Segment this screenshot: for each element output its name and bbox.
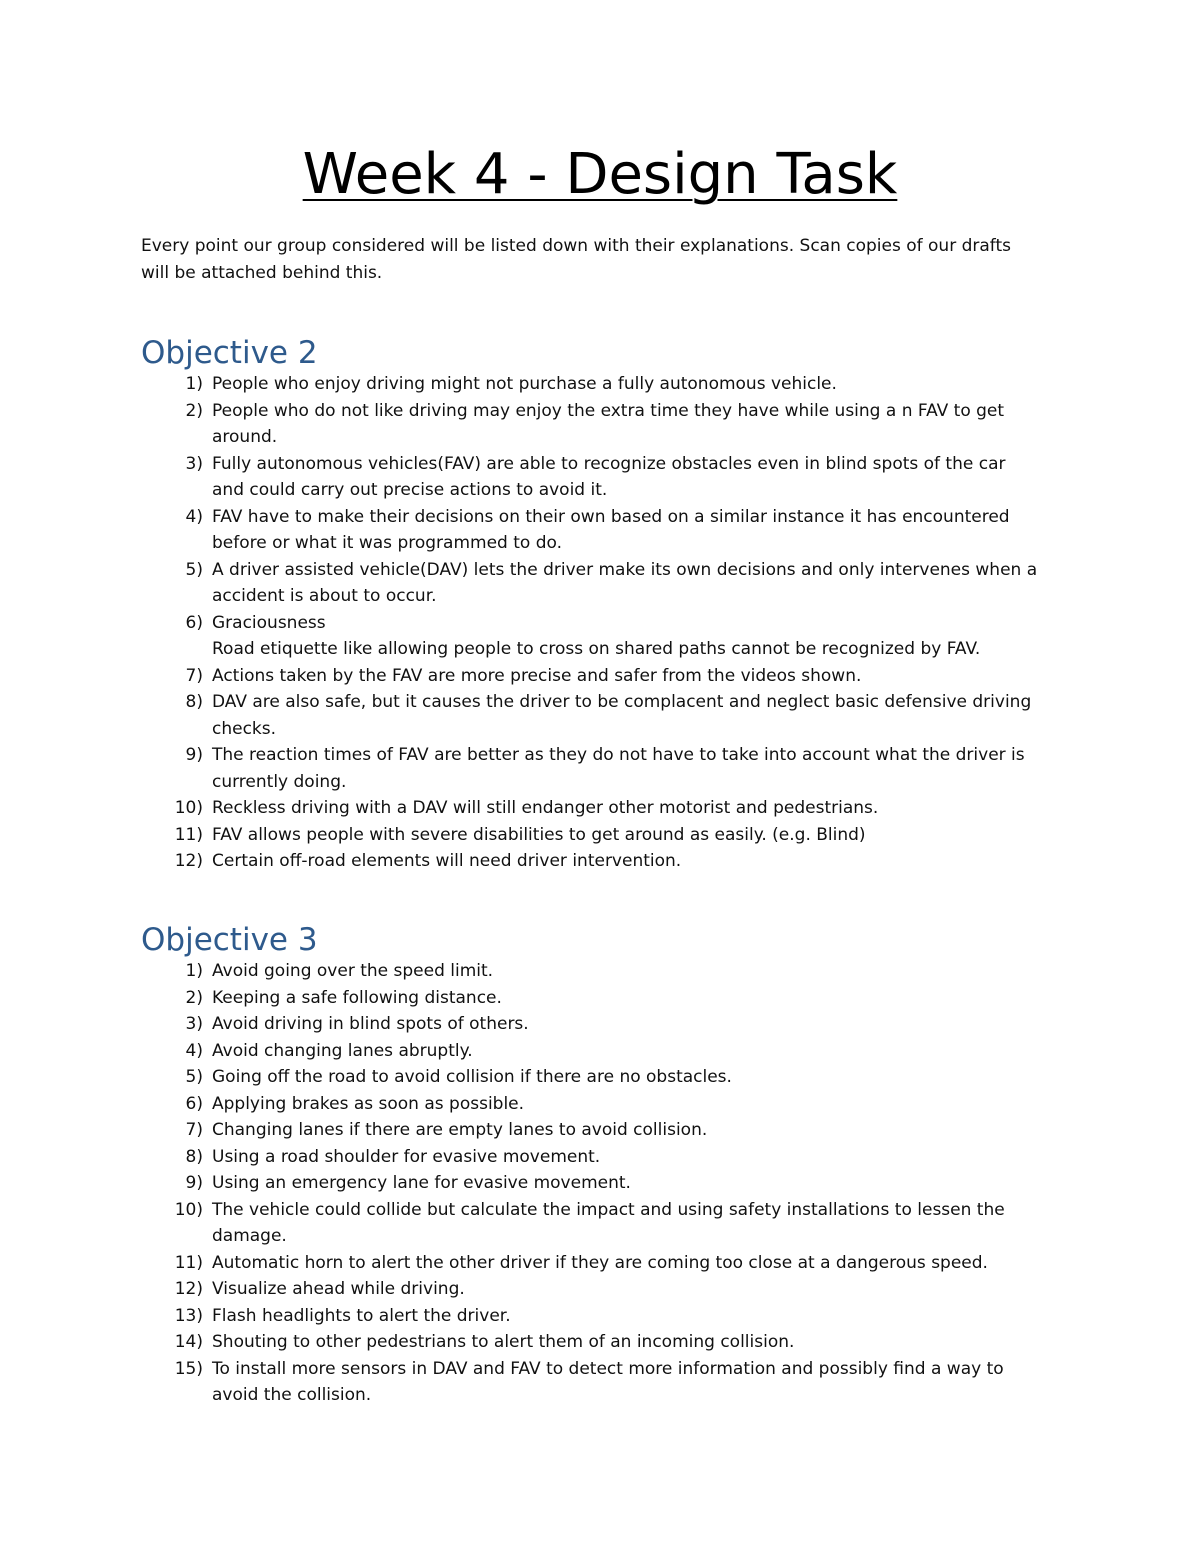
- list-item-text: Avoid changing lanes abruptly.: [212, 1040, 473, 1061]
- list-item: [141, 1329, 1052, 1356]
- list-item-text: Keeping a safe following distance.: [212, 987, 502, 1008]
- list-item-text: Shouting to other pedestrians to alert them of an incoming collision.: [212, 1332, 795, 1352]
- list-item-number: 6): [185, 612, 203, 633]
- intro-line: Every point our group considered will be listed down with their explanations. Scan copies of our drafts: [141, 236, 1012, 256]
- list-item-number: 7): [185, 1120, 203, 1140]
- list-item-number: 12): [174, 1279, 203, 1299]
- list-item-number: 15): [174, 1358, 203, 1379]
- list-item: [141, 1170, 1052, 1197]
- list-item-number: 6): [185, 1093, 203, 1114]
- list-item-number: 9): [185, 745, 203, 765]
- list-item: [141, 610, 1052, 663]
- list-item: [141, 1038, 1052, 1065]
- list-item: [141, 958, 1052, 985]
- list-item-text: currently doing.: [212, 771, 347, 792]
- list-item-number: 1): [185, 374, 203, 394]
- list-item: [141, 504, 1052, 557]
- list-item: [141, 557, 1052, 610]
- list-item-number: 3): [185, 453, 203, 474]
- list-item: [141, 848, 1052, 875]
- list-item: [141, 795, 1052, 822]
- list-item-number: 10): [174, 798, 203, 818]
- list-item-number: 9): [185, 1173, 203, 1193]
- list-item-number: 8): [185, 692, 203, 712]
- list-item-text: Changing lanes if there are empty lanes to avoid collision.: [212, 1120, 708, 1140]
- list-item-number: 11): [174, 824, 203, 845]
- list-item: [141, 1276, 1052, 1303]
- intro-paragraph: [141, 233, 1071, 286]
- list-item-text: damage.: [212, 1226, 287, 1246]
- list-item-text: Going off the road to avoid collision if there are no obstacles.: [212, 1067, 732, 1087]
- list-item-number: 4): [185, 506, 203, 527]
- list-item-text: DAV are also safe, but it causes the driver to be complacent and neglect basic defensive driving: [212, 692, 1032, 712]
- list-item-number: 13): [174, 1305, 203, 1326]
- list-item-text: accident is about to occur.: [212, 586, 437, 606]
- objective-3-list: [141, 958, 1052, 1409]
- list-item-text: Applying brakes as soon as possible.: [212, 1093, 525, 1114]
- list-item-number: 2): [185, 987, 203, 1008]
- list-item: [141, 742, 1052, 795]
- list-item-number: 2): [185, 400, 203, 421]
- list-item-number: 5): [185, 559, 203, 580]
- list-item-number: 1): [185, 961, 203, 981]
- list-item-text: People who do not like driving may enjoy the extra time they have while using a n FAV to get: [212, 400, 1005, 421]
- list-item: [141, 1250, 1052, 1277]
- section-heading-objective-2: Objective 2: [141, 335, 318, 371]
- list-item: [141, 1356, 1052, 1409]
- page-title: Week 4 - Design Task: [302, 142, 898, 207]
- list-item-text: Actions taken by the FAV are more precise and safer from the videos shown.: [212, 665, 862, 686]
- list-item-number: 5): [185, 1067, 203, 1087]
- list-item: [141, 1197, 1052, 1250]
- list-item-text: around.: [212, 427, 278, 447]
- list-item-text: avoid the collision.: [212, 1385, 372, 1405]
- list-item: [141, 689, 1052, 742]
- list-item: [141, 398, 1052, 451]
- list-item-text: Fully autonomous vehicles(FAV) are able to recognize obstacles even in blind spots of the car: [212, 453, 1006, 474]
- objective-2-list: [141, 371, 1052, 875]
- list-item-text: and could carry out precise actions to avoid it.: [212, 480, 608, 500]
- list-item-text: Certain off-road elements will need driver intervention.: [212, 851, 682, 871]
- list-item: [141, 1091, 1052, 1118]
- list-item-text: Automatic horn to alert the other driver if they are coming too close at a dangerous speed.: [212, 1252, 988, 1273]
- list-item-number: 12): [174, 851, 203, 871]
- list-item-text: checks.: [212, 718, 277, 739]
- list-item-text: Reckless driving with a DAV will still endanger other motorist and pedestrians.: [212, 798, 879, 818]
- list-item: [141, 822, 1052, 849]
- section-heading-objective-3: Objective 3: [141, 922, 318, 958]
- list-item: [141, 1011, 1052, 1038]
- list-item-number: 10): [174, 1199, 203, 1220]
- list-item: [141, 1144, 1052, 1171]
- list-item-text: Avoid driving in blind spots of others.: [212, 1014, 529, 1034]
- list-item-text: Avoid going over the speed limit.: [212, 961, 494, 981]
- list-item-text: Using an emergency lane for evasive movement.: [212, 1173, 631, 1193]
- list-item: [141, 985, 1052, 1012]
- list-item-number: 3): [185, 1014, 203, 1034]
- list-item: [141, 1064, 1052, 1091]
- list-item-text: Graciousness: [212, 612, 326, 633]
- list-item-number: 11): [174, 1252, 203, 1273]
- list-item-number: 14): [174, 1332, 203, 1352]
- list-item-text: Visualize ahead while driving.: [212, 1279, 465, 1299]
- list-item-number: 7): [185, 665, 203, 686]
- list-item-text: Road etiquette like allowing people to cross on shared paths cannot be recognized by FAV.: [212, 639, 981, 659]
- list-item: [141, 663, 1052, 690]
- list-item-text: A driver assisted vehicle(DAV) lets the driver make its own decisions and only intervenes when a: [212, 559, 1038, 580]
- list-item: [141, 1117, 1052, 1144]
- list-item-number: 4): [185, 1040, 203, 1061]
- list-item-text: before or what it was programmed to do.: [212, 533, 562, 553]
- list-item: [141, 1303, 1052, 1330]
- list-item-text: People who enjoy driving might not purchase a fully autonomous vehicle.: [212, 374, 837, 394]
- list-item-text: The reaction times of FAV are better as they do not have to take into account what the driver is: [212, 745, 1025, 765]
- list-item-text: To install more sensors in DAV and FAV to detect more information and possibly find a way to: [212, 1358, 1004, 1379]
- list-item: [141, 371, 1052, 398]
- list-item-text: Flash headlights to alert the driver.: [212, 1305, 511, 1326]
- intro-line: will be attached behind this.: [141, 262, 383, 283]
- list-item-number: 8): [185, 1146, 203, 1167]
- list-item-text: FAV allows people with severe disabilities to get around as easily. (e.g. Blind): [212, 824, 866, 845]
- list-item-text: Using a road shoulder for evasive movement.: [212, 1146, 601, 1167]
- list-item: [141, 451, 1052, 504]
- list-item-text: The vehicle could collide but calculate the impact and using safety installations to lessen the: [212, 1199, 1005, 1220]
- list-item-text: FAV have to make their decisions on their own based on a similar instance it has encountered: [212, 506, 1010, 527]
